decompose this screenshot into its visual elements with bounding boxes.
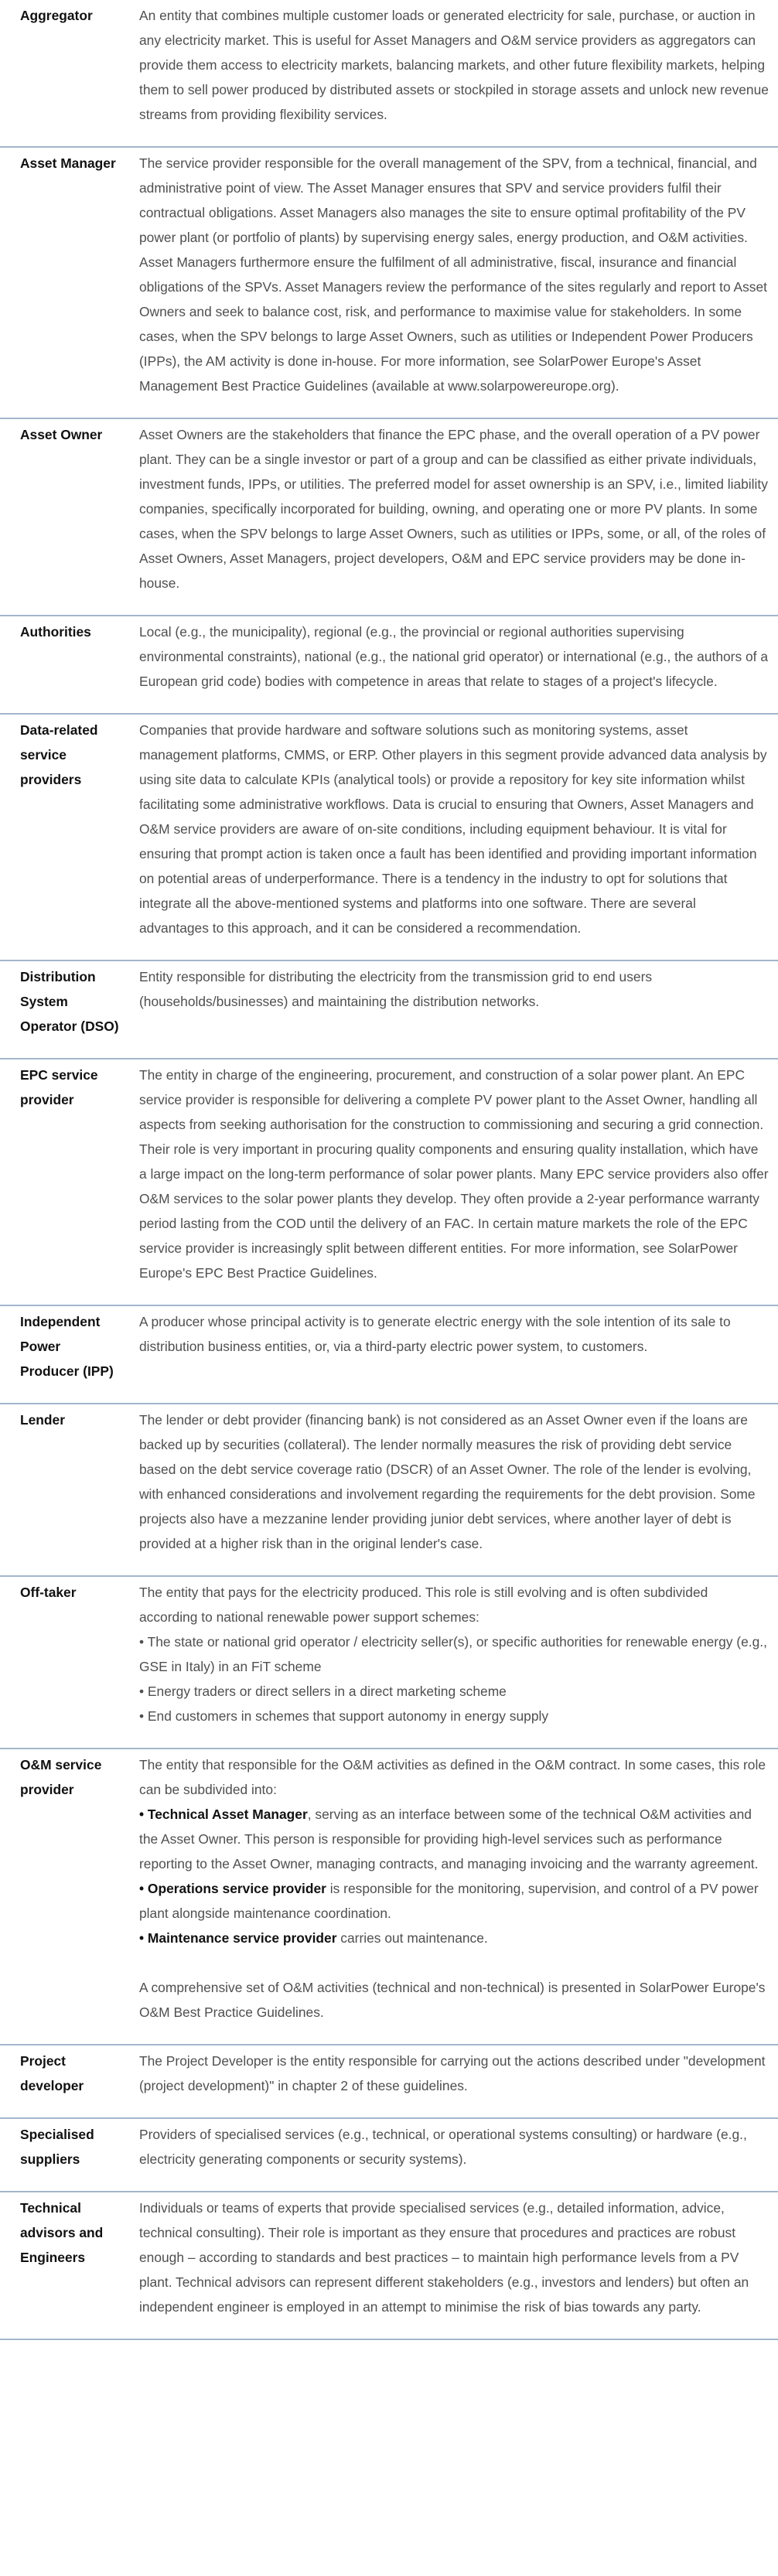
glossary-bullet: • The state or national grid operator / electricity seller(s), or specific authorities for renewable energy (e.g., GSE in Italy) in an FiT scheme [139, 1634, 767, 1674]
glossary-subitem-text: is responsible for the monitoring, supervision, and control of a PV power plant alongside maintenance coordination. [139, 1881, 759, 1921]
glossary-definition: Companies that provide hardware and software solutions such as monitoring systems, asset management platforms, CMMS, or ERP. Other players in this segment provide advanced data analysis by using site data to calculate KPIs (analytical tools) or provide a repository for key site information whilst facilitating some administrative workflows. Data is crucial to ensuring that Owners, Asset Managers and O&M service providers are aware of on-site conditions, including equipment behaviour. It is vital for ensuring that prompt action is taken once a fault has been identified and providing important information on potential areas of underperformance. There is a tendency in the industry to opt for solutions that integrate all the above-mentioned systems and platforms into one software. There are several advantages to this approach, and it can be considered a recommendation. [139, 722, 767, 936]
glossary-term: Lender [20, 1412, 65, 1428]
glossary-row [0, 418, 778, 616]
glossary-definition: The Project Developer is the entity responsible for carrying out the actions described under "development (project development)" in chapter 2 of these guidelines. [139, 2053, 766, 2093]
glossary-row [0, 960, 778, 1059]
glossary-term: EPC service provider [20, 1067, 98, 1107]
glossary-term: Independent Power Producer (IPP) [20, 1314, 114, 1379]
glossary-term: Technical advisors and Engineers [20, 2200, 104, 2265]
glossary-definition: Entity responsible for distributing the electricity from the transmission grid to end users (households/businesses) and maintaining the distribution networks. [139, 969, 653, 1009]
glossary-bullet: • End customers in schemes that support autonomy in energy supply [139, 1708, 549, 1724]
glossary-row [0, 1576, 778, 1749]
glossary-definition: A producer whose principal activity is to generate electric energy with the sole intention of its sale to distribution business entities, or, via a third-party electric power system, to customers. [139, 1314, 731, 1354]
glossary-row [0, 2118, 778, 2192]
glossary-row [0, 147, 778, 418]
glossary-term: Project developer [20, 2053, 84, 2093]
glossary-row [0, 616, 778, 714]
glossary-term: Off-taker [20, 1585, 77, 1600]
glossary-definition: Providers of specialised services (e.g., technical, or operational systems consulting) or hardware (e.g., electricity generating components or security systems). [139, 2127, 747, 2167]
glossary-definition-block [119, 1749, 778, 2045]
glossary-definition-block [119, 1576, 778, 1749]
glossary-term: Specialised suppliers [20, 2127, 94, 2167]
glossary-definition: Local (e.g., the municipality), regional (e.g., the provincial or regional authorities supervising environmental constraints), national (e.g., the national grid operator) or international (e.g., the authors of a European grid code) bodies with competence in areas that relate to stages of a project's lifecycle. [139, 624, 768, 689]
glossary-definition: The lender or debt provider (financing bank) is not considered as an Asset Owner even if the loans are backed up by securities (collateral). The lender normally measures the risk of providing debt service based on the debt service coverage ratio (DSCR) of an Asset Owner. The role of the lender is evolving, with enhanced considerations and involvement regarding the requirements for the debt provision. Some projects also have a mezzanine lender providing junior debt services, where another layer of debt is provided at a higher risk than in the original lender's case. [139, 1412, 756, 1551]
glossary-subitem-text: carries out maintenance. [336, 1930, 488, 1946]
glossary-row [0, 714, 778, 960]
glossary-row [0, 2192, 778, 2339]
glossary-row [0, 1749, 778, 2045]
glossary-term: Aggregator [20, 8, 93, 23]
glossary-subitem [139, 1926, 769, 1950]
glossary-row [0, 0, 778, 147]
glossary-definition: The entity that pays for the electricity produced. This role is still evolving and is often subdivided according to national renewable power support schemes: [139, 1585, 708, 1625]
glossary-term: Asset Manager [20, 155, 116, 171]
glossary-closing: A comprehensive set of O&M activities (technical and non-technical) is presented in SolarPower Europe's O&M Best Practice Guidelines. [139, 1980, 766, 2020]
glossary-definition: The entity in charge of the engineering, procurement, and construction of a solar power plant. An EPC service provider is responsible for delivering a complete PV power plant to the Asset Owner, handling all aspects from seeking authorisation for the construction to commissioning and securing a grid connection. Their role is very important in procuring quality components and ensuring quality installation, which have a large impact on the long-term performance of solar power plants. Many EPC service providers also offer O&M services to the solar power plants they develop. They often provide a 2-year performance warranty period lasting from the COD until the delivery of an FAC. In certain mature markets the role of the EPC service provider is increasingly split between different entities. For more information, see SolarPower Europe's EPC Best Practice Guidelines. [139, 1067, 769, 1281]
glossary-row [0, 1305, 778, 1404]
glossary-term: O&M service provider [20, 1757, 102, 1797]
glossary-definition: The entity that responsible for the O&M activities as defined in the O&M contract. In some cases, this role can be subdivided into: [139, 1757, 766, 1797]
glossary-row [0, 1404, 778, 1576]
glossary-definition: Asset Owners are the stakeholders that finance the EPC phase, and the overall operation of a PV power plant. They can be a single investor or part of a group and can be classified as either private individuals, investment funds, IPPs, or utilities. The preferred model for asset ownership is an SPV, i.e., limited liability companies, specifically incorporated for building, owning, and operating one or more PV plants. In some cases, when the SPV belongs to large Asset Owners, such as utilities or IPPs, some, or all, of the roles of Asset Owners, Asset Managers, project developers, O&M and EPC service providers may be done in-house. [139, 427, 768, 591]
glossary-subitem-label: • Technical Asset Manager [139, 1807, 308, 1822]
glossary-bullet: • Energy traders or direct sellers in a direct marketing scheme [139, 1684, 507, 1699]
paragraph-spacer [139, 1950, 769, 1975]
glossary-subitem [139, 1802, 769, 1876]
glossary-row [0, 2045, 778, 2118]
glossary-definition: Individuals or teams of experts that provide specialised services (e.g., detailed information, advice, technical consulting). Their role is important as they ensure that procedures and practices are robust enough – according to standards and best practices – to maintain high performance levels from a PV plant. Technical advisors can represent different stakeholders (e.g., investors and lenders) but often an independent engineer is employed in an attempt to minimise the risk of bias towards any party. [139, 2200, 749, 2315]
glossary-definition: The service provider responsible for the overall management of the SPV, from a technical, financial, and administrative point of view. The Asset Manager ensures that SPV and service providers fulfil their contractual obligations. Asset Managers also manages the site to ensure optimal profitability of the PV power plant (or portfolio of plants) by supervising energy sales, energy production, and O&M activities. Asset Managers furthermore ensure the fulfilment of all administrative, fiscal, insurance and financial obligations of the SPVs. Asset Managers review the performance of the sites regularly and report to Asset Owners and seek to balance cost, risk, and performance to maximise value for stakeholders. In some cases, when the SPV belongs to large Asset Owners, such as utilities or Independent Power Producers (IPPs), the AM activity is done in-house. For more information, see SolarPower Europe's Asset Management Best Practice Guidelines (available at www.solarpowereurope.org). [139, 155, 767, 394]
glossary-row [0, 1059, 778, 1305]
glossary-term: Distribution System Operator (DSO) [20, 969, 119, 1034]
glossary-subitem-text: , serving as an interface between some of the technical O&M activities and the Asset Owner. This person is responsible for providing high-level services such as performance reporting to the Asset Owner, managing contracts, and managing invoicing and the warranty agreement. [139, 1807, 759, 1871]
glossary-term: Authorities [20, 624, 91, 640]
glossary-subitem [139, 1876, 769, 1926]
glossary-definition: An entity that combines multiple customer loads or generated electricity for sale, purchase, or auction in any electricity market. This is useful for Asset Managers and O&M service providers as aggregators can provide them access to electricity markets, balancing markets, and other future flexibility markets, helping them to sell power produced by distributed assets or stockpiled in storage assets and unlock new revenue streams from providing flexibility services. [139, 8, 769, 122]
glossary-subitem-label: • Operations service provider [139, 1881, 326, 1896]
glossary-term: Asset Owner [20, 427, 103, 442]
glossary-term: Data-related service providers [20, 722, 98, 787]
glossary-subitem-label: • Maintenance service provider [139, 1930, 337, 1946]
